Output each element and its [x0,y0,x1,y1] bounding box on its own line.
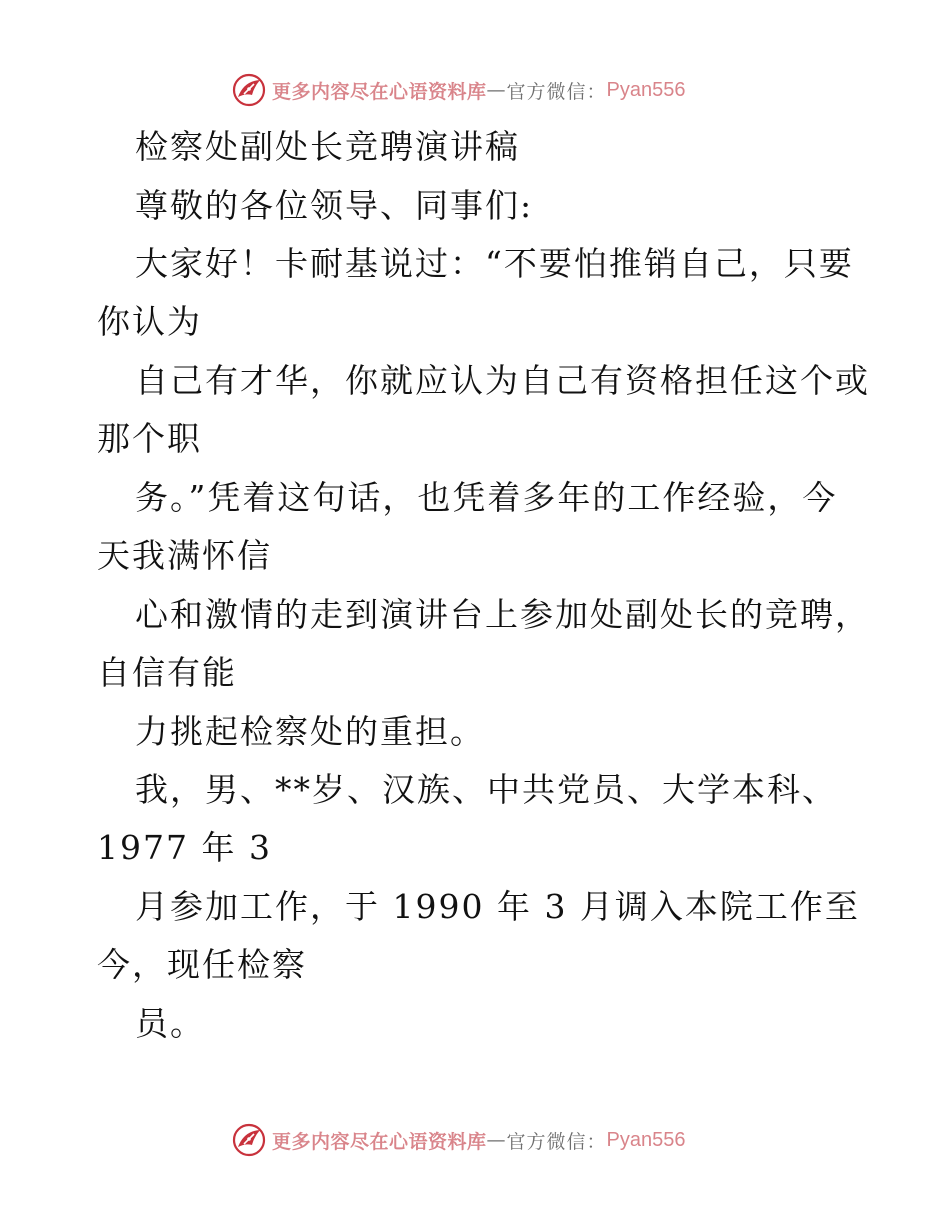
doc-line: 自己有才华，你就应认为自己有资格担任这个或 [135,361,870,400]
doc-line: 我，男、**岁、汉族、中共党员、大学本科、 [135,770,837,809]
banner-official-label: 官方微信： [506,80,607,103]
banner-official-label: 官方微信： [506,1130,607,1153]
doc-line: 员。 [135,1004,205,1043]
doc-salutation: 尊敬的各位领导、同事们: [135,186,534,225]
banner-lead-text: 更多内容尽在心语资料库 [272,80,487,103]
pen-nib-logo-icon [232,73,266,107]
header-watermark-banner [232,72,686,108]
footer-watermark-banner [232,1122,686,1158]
pen-nib-logo-icon [232,1123,266,1157]
doc-line: 你认为 [97,302,202,341]
banner-lead-text: 更多内容尽在心语资料库 [272,1130,487,1153]
doc-line: 那个职 [97,419,202,458]
doc-line: 心和激情的走到演讲台上参加处副处长的竞聘， [135,595,870,634]
doc-line: 务。”凭着这句话，也凭着多年的工作经验，今 [135,478,838,517]
doc-line: 月参加工作，于 1990 年 3 月调入本院工作至 [135,887,860,926]
doc-line: 自信有能 [97,653,237,692]
banner-dash: — [486,1129,507,1151]
banner-wechat-id: Pyan556 [606,1128,686,1151]
doc-line: 天我满怀信 [97,536,272,575]
banner-dash: — [486,79,507,101]
doc-line: 今，现任检察 [97,945,307,984]
doc-line: 力挑起检察处的重担。 [135,712,485,751]
doc-line: 大家好！卡耐基说过：“不要怕推销自己，只要 [135,244,854,283]
doc-line: 1977 年 3 [97,828,272,867]
doc-title: 检察处副处长竞聘演讲稿 [135,127,520,166]
banner-wechat-id: Pyan556 [606,78,686,101]
